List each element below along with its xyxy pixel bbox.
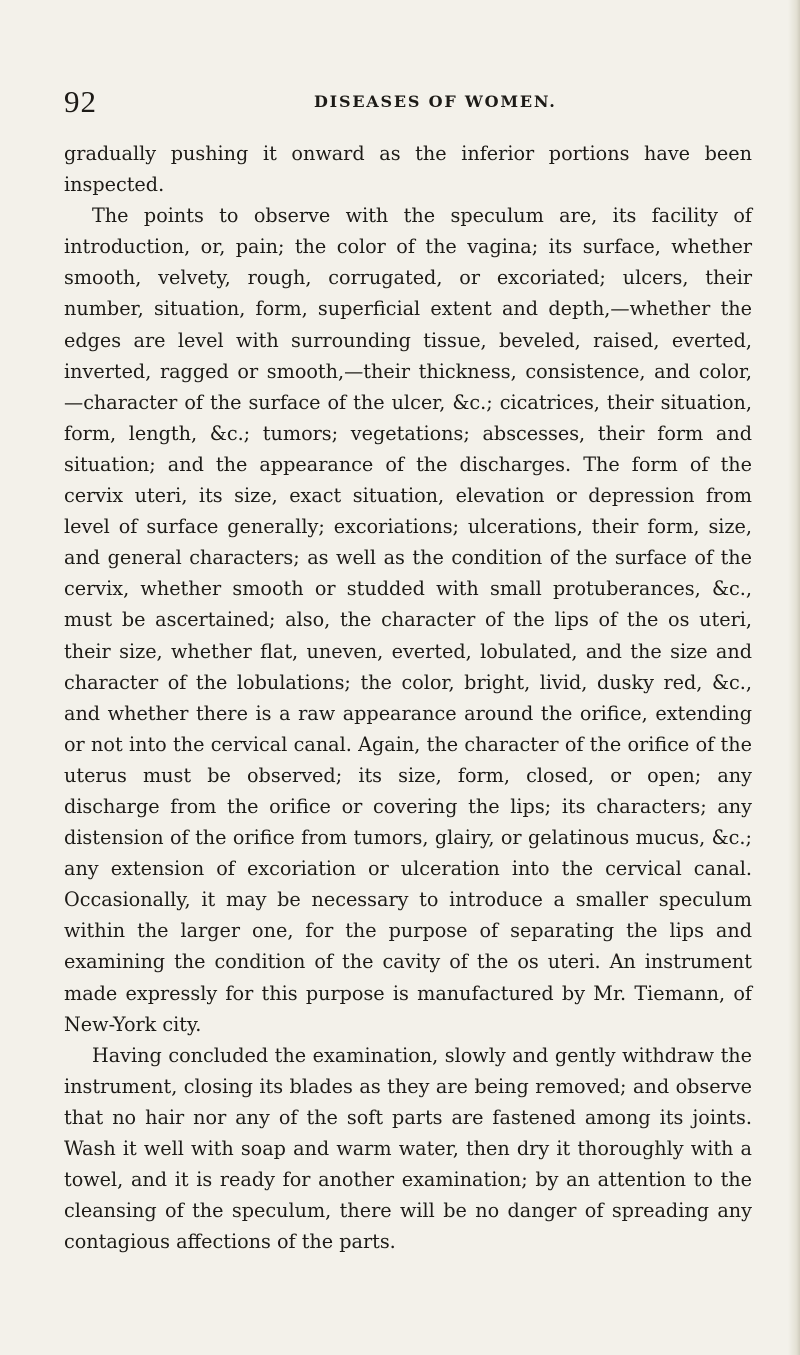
paragraph-speculum-observations: The points to observe with the speculum are, its facility of introduction, or, pain; the color of the vagina; its surface, whether smooth, velvety, rough, corrugated, or excoriated; ulcers, their number, situation, form, superficial extent and depth,—whether the edges are level with surrounding tissue, beveled, raised, everted, inverted, ragged or smooth,—their thickness, consistence, and color,—character of the surface of the ulcer, &c.; cicatrices, their situation, form, length, &c.; tumors; vegetations; abscesses, their form and situation; and the appearance of the discharges. The form of the cervix uteri, its size, exact situation, elevation or depression from level of surface generally; excoriations; ulcerations, their form, size, and general characters; as well as the condition of the surface of the cervix, whether smooth or studded with small protuberances, &c., must be ascertained; also, the character of the lips of the os uteri, their size, whether flat, uneven, everted, lobulated, and the size and character of the lobulations; the color, bright, livid, dusky red, &c., and whether there is a raw appearance around the orifice, extending or not into the cervical canal. Again, the character of the orifice of the uterus must be observed; its size, form, closed, or open; any discharge from the orifice or covering the lips; its characters; any distension of the orifice from tumors, glairy, or gelatinous mucus, &c.; any extension of excoriation or ulceration into the cervical canal. Occasionally, it may be necessary to introduce a smaller speculum within the larger one, for the purpose of separating the lips and examining the condition of the cavity of the os uteri. An instrument made expressly for this purpose is manufactured by Mr. Tiemann, of New-York city.	[64, 204, 752, 1036]
page-header	[64, 82, 764, 122]
paragraph-withdrawal-cleaning: Having concluded the examination, slowly and gently withdraw the instrument, closing its blades as they are being removed; and observe that no hair nor any of the soft parts are fastened among its joints. Wash it well with soap and warm water, then dry it thoroughly with a towel, and it is ready for another examination; by an attention to the cleansing of the speculum, there will be no danger of spreading any contagious affections of the parts.	[64, 1043, 752, 1254]
page-number: 92	[64, 84, 97, 119]
body-text	[64, 138, 752, 1257]
paragraph-continuation: gradually pushing it onward as the inferior portions have been inspected.	[64, 142, 752, 197]
page-edge-shadow	[788, 0, 800, 1355]
running-title: DISEASES OF WOMEN.	[314, 92, 557, 111]
